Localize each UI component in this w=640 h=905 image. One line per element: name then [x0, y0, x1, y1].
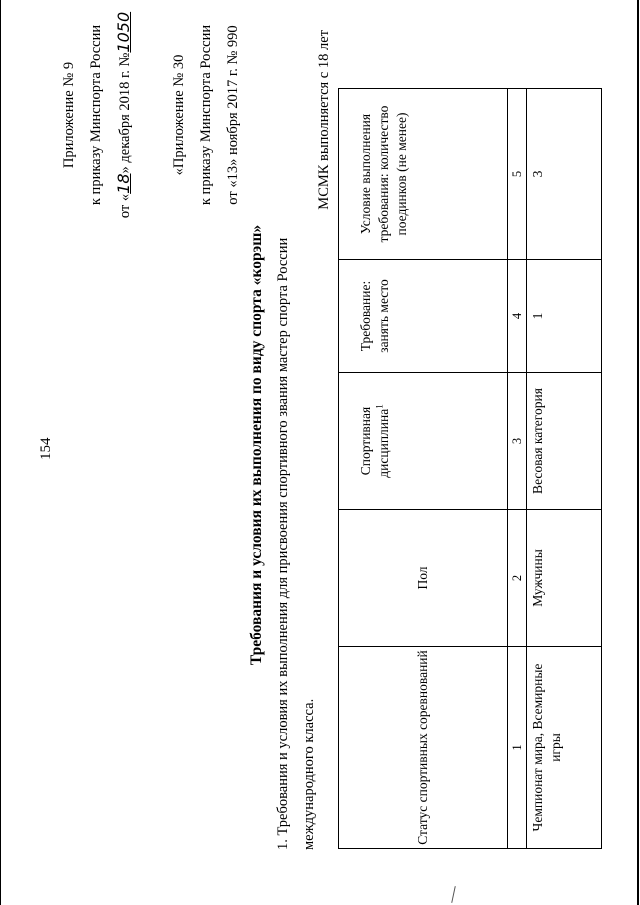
column-number: 4	[508, 260, 527, 373]
cell-status: Чемпионат мира, Всемирные игры	[527, 647, 602, 849]
requirements-table	[338, 88, 602, 849]
date-middle: » декабря 2018 г. №	[117, 52, 133, 174]
header-status: Статус спортивных соревнований	[339, 647, 508, 849]
appendix-order-ref: к приказу Минспорта России	[88, 24, 104, 206]
table-header-row	[339, 89, 508, 849]
appendix-title: Приложение № 9	[61, 61, 77, 169]
previous-appendix	[166, 0, 247, 245]
header-condition: Условие выполнения требования: количество поединков (не менее)	[339, 89, 508, 260]
footnote-marker: 1	[374, 404, 385, 409]
table-row	[527, 89, 602, 849]
column-number: 5	[508, 89, 527, 260]
column-number: 2	[508, 510, 527, 647]
header-discipline-label: Спортивная дисциплина	[358, 406, 391, 478]
header-sex: Пол	[339, 510, 508, 647]
page-number: 154	[38, 437, 54, 460]
cell-discipline: Весовая категория	[527, 373, 602, 510]
column-number: 1	[508, 647, 527, 849]
intro-line-1: 1. Требования и условия их выполнения для присвоения спортивного звания мастер спорта России	[275, 237, 291, 850]
column-number-row	[508, 89, 527, 849]
previous-appendix-order-ref: к приказу Минспорта России	[198, 24, 214, 206]
appendix-date-line	[110, 0, 139, 245]
main-title: Требования и условия их выполнения по виду спорта «корэш»	[248, 224, 265, 666]
previous-appendix-title: «Приложение № 30	[171, 54, 187, 176]
cell-bouts: 3	[527, 89, 602, 260]
msmk-age-note: МСМК выполняется с 18 лет	[316, 30, 332, 210]
intro-line-2: международного класса.	[301, 698, 317, 850]
previous-appendix-date: от «13» ноября 2017 г. № 990	[225, 25, 241, 205]
header-discipline	[339, 373, 508, 510]
handwritten-number: 1050	[114, 11, 133, 53]
cell-place: 1	[527, 260, 602, 373]
header-requirement: Требование: занять место	[339, 260, 508, 373]
handwritten-day: 18	[114, 173, 133, 194]
date-prefix: от «	[117, 193, 133, 219]
intro-paragraph	[270, 50, 322, 850]
appendix-header	[56, 0, 139, 245]
column-number: 3	[508, 373, 527, 510]
cell-sex: Мужчины	[527, 510, 602, 647]
